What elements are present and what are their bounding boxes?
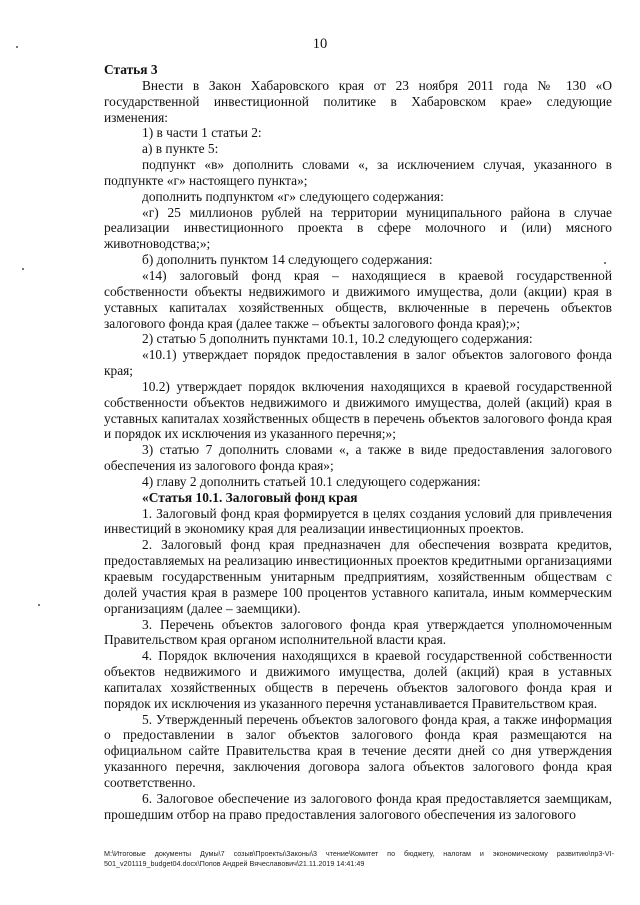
paragraph: 1. Залоговый фонд края формируется в целях создания условий для привлечения инвестиций в экономику края для реализации инвестиционных проектов.: [104, 505, 612, 537]
paragraph: 10.2) утверждает порядок включения находящихся в краевой государственной собственности объектов недвижимого и движимого имущества, долей (акций) края в уставных капиталах хозяйственных обществ в перечень объектов залогового фонда края и порядок их исключения из указанного перечня;»;: [104, 378, 612, 442]
paragraph: «10.1) утверждает порядок предоставления в залог объектов залогового фонда края;: [104, 347, 612, 379]
scan-speck: [22, 268, 24, 270]
paragraph: 4. Порядок включения находящихся в краевой государственной собственности объектов недвижимого и движимого имущества, долей (акций) края в уставных капиталах хозяйственных обществ в перечень объектов залогового фонда края и порядок их исключения из указанного перечня устанавливается Правительством края.: [104, 648, 612, 711]
paragraph: 3) статью 7 дополнить словами «, а также в виде предоставления залогового обеспечения из залогового фонда края»;: [104, 442, 612, 474]
paragraph: 5. Утвержденный перечень объектов залогового фонда края, а также информация о предоставлении в залог объектов залогового фонда края размещаются на официальном сайте Правительства края в течение десяти дней со дня утверждения указанного перечня, заключения договора залога объектов залогового фонда края соответственно.: [104, 711, 612, 790]
paragraph: «14) залоговый фонд края – находящиеся в краевой государственной собственности объекты недвижимого и движимого имущества, доли (акции) края в уставных капиталах хозяйственных обществ, включенные в перечень объектов залогового фонда края (далее также – объекты залогового фонда края);»;: [104, 267, 612, 331]
scan-speck: [604, 262, 606, 264]
paragraph: а) в пункте 5:: [142, 141, 219, 157]
paragraph: 4) главу 2 дополнить статьей 10.1 следующего содержания:: [142, 473, 481, 489]
paragraph: 2. Залоговый фонд края предназначен для обеспечения возврата кредитов, предоставляемых на реализацию инвестиционных проектов кредитными организациями краевым государственным унитарным предприятиям, хозяйственным обществам с долей участия края в размере 100 процентов уставного капитала, иным коммерческим организациям (далее – заемщики).: [104, 537, 612, 616]
paragraph: 2) статью 5 дополнить пунктами 10.1, 10.2 следующего содержания:: [142, 331, 533, 347]
paragraph: 1) в части 1 статьи 2:: [142, 125, 262, 141]
section-heading: Статья 3: [104, 62, 158, 77]
document-body: [104, 62, 612, 823]
scan-speck: [38, 604, 40, 606]
paragraph: б) дополнить пунктом 14 следующего содержания:: [142, 252, 433, 268]
scan-speck: [16, 46, 18, 48]
file-path-footer: M:\Итоговые документы Думы\7 созыв\Проекты\Законы\3 чтение\Комитет по бюджету, налогам и экономическому развитию\пр3-VI-501_v201119_budget04.docx\Попов Андрей Вячеславович\21.11.2019 14:41:49: [104, 849, 614, 868]
section-heading: «Статья 10.1. Залоговый фонд края: [142, 489, 358, 505]
paragraph: Внести в Закон Хабаровского края от 23 ноября 2011 года № 130 «О государственной инвестиционной политике в Хабаровском крае» следующие изменения:: [104, 77, 612, 125]
paragraph: 6. Залоговое обеспечение из залогового фонда края предоставляется заемщикам, прошедшим отбор на право предоставления залогового обеспечения из залогового: [104, 790, 612, 822]
paragraph: 3. Перечень объектов залогового фонда края утверждается уполномоченным Правительством края органом исполнительной власти края.: [104, 616, 612, 648]
paragraph: дополнить подпунктом «г» следующего содержания:: [142, 188, 444, 204]
page-number: 10: [312, 36, 328, 52]
paragraph: «г) 25 миллионов рублей на территории муниципального района в случае реализации инвестиционного проекта в сфере молочного и (или) мясного животноводства;»;: [104, 204, 612, 252]
paragraph: подпункт «в» дополнить словами «, за исключением случая, указанного в подпункте «г» настоящего пункта»;: [104, 157, 612, 188]
